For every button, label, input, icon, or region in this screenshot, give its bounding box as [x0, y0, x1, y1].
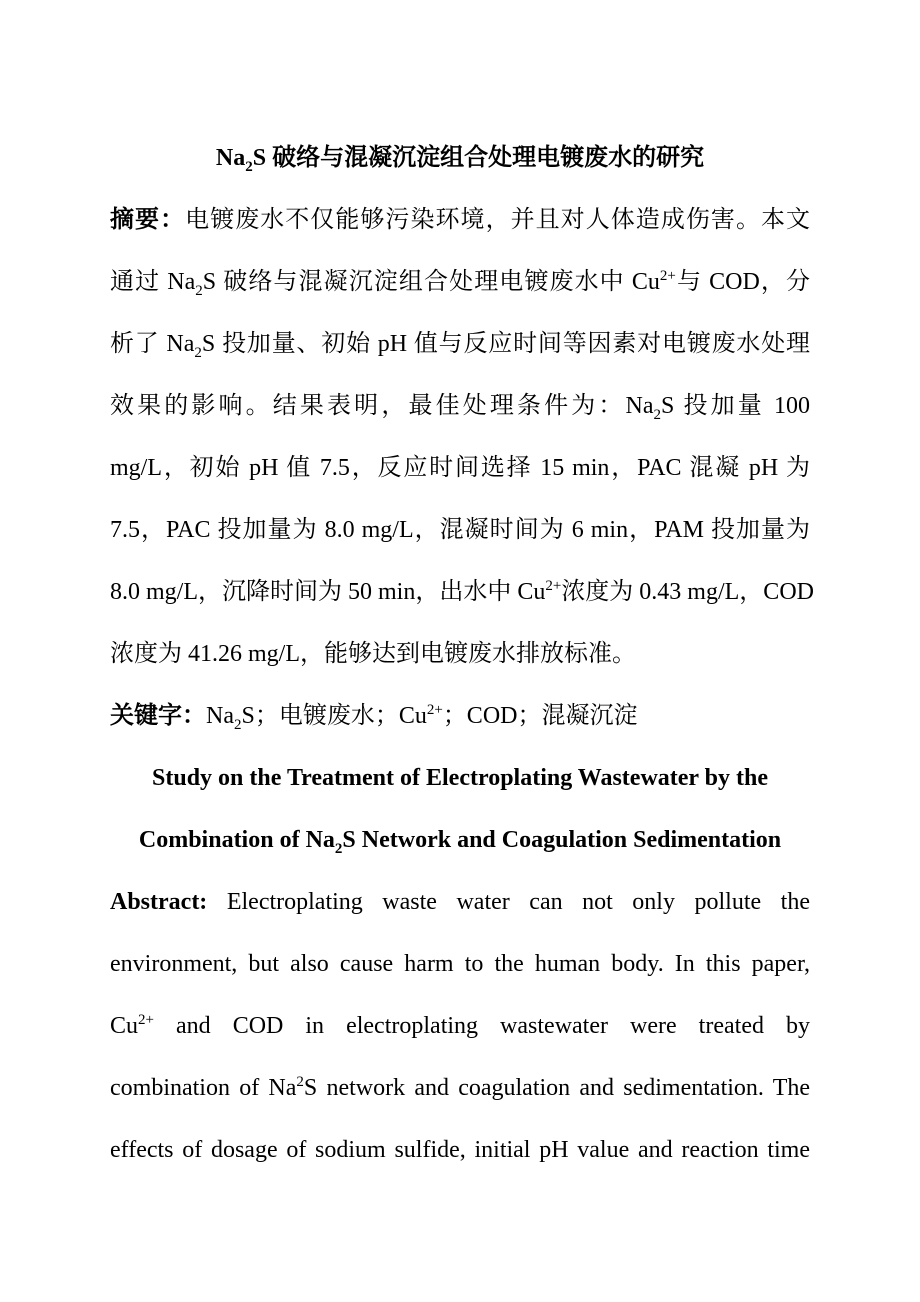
zh-keywords-label: 关键字：	[110, 703, 206, 729]
zh-abstract-label: 摘要：	[110, 207, 186, 233]
chinese-title: $Na_2S$ 破络与混凝沉淀组合处理电镀废水的研究	[215, 145, 705, 175]
en-abstract-line-3: $Cu^{2+}$ and COD in electroplating wastewater were treated by	[110, 1012, 810, 1039]
en-abstract-line-2: environment, but also cause harm to the human body. In this paper,	[110, 951, 810, 977]
zh-abstract-line-8: 浓度为 41.26 mg/L，能够达到电镀废水排放标准。	[110, 641, 636, 667]
zh-abstract-line-2: 通过 $Na_2S$ 破络与混凝沉淀组合处理电镀废水中 $Cu^{2+}$与 COD，分	[110, 268, 811, 299]
zh-keywords: 关键字：$Na_2S$；电镀废水；$Cu^{2+}$；COD；混凝沉淀	[110, 702, 638, 733]
en-abstract-line-1: Abstract: Electroplating waste water can not only pollute the	[110, 889, 810, 915]
zh-abstract-line-5: mg/L，初始 pH 值 7.5，反应时间选择 15 min，PAC 混凝 pH 为	[110, 455, 810, 481]
english-title-line-2: Combination of $Na_2S$ Network and Coagulation Sedimentation	[138, 827, 782, 857]
zh-abstract-line-4: 效果的影响。结果表明，最佳处理条件为：$Na_2S$ 投加量 100	[110, 393, 810, 423]
en-abstract-line-5: effects of dosage of sodium sulfide, initial pH value and reaction time	[110, 1137, 810, 1163]
zh-abstract-line-3: 析了 $Na_2S$ 投加量、初始 pH 值与反应时间等因素对电镀废水处理	[110, 331, 811, 361]
zh-abstract-line-7: 8.0 mg/L，沉降时间为 50 min，出水中 $Cu^{2+}$浓度为 0.43 mg/L，COD	[110, 578, 814, 605]
en-abstract-label: Abstract:	[110, 889, 208, 915]
english-title-line-1: Study on the Treatment of Electroplating Wastewater by the	[152, 765, 768, 791]
en-abstract-line-4: combination of Na$^2$S network and coagulation and sedimentation. The	[110, 1074, 811, 1101]
zh-abstract-line-1: 摘要：电镀废水不仅能够污染环境，并且对人体造成伤害。本文	[110, 207, 811, 233]
zh-abstract-line-6: 7.5，PAC 投加量为 8.0 mg/L，混凝时间为 6 min，PAM 投加量为	[110, 517, 810, 543]
